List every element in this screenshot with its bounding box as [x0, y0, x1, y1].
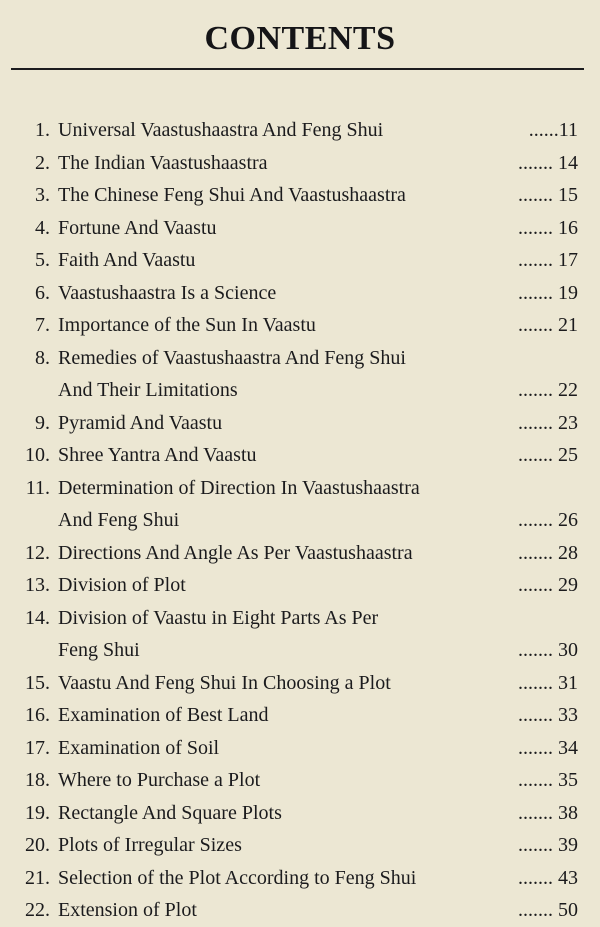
toc-entry-line	[0, 699, 600, 732]
entry-title: Extension of Plot	[58, 899, 197, 921]
toc-entry-line	[0, 472, 600, 505]
toc-entry	[0, 764, 600, 797]
entry-title: Fortune And Vaastu	[58, 216, 217, 239]
entry-number: 2.	[35, 151, 50, 174]
entry-number: 21.	[25, 866, 50, 889]
toc-entry	[0, 699, 600, 732]
toc-entry	[0, 309, 600, 342]
toc-entry-line	[0, 797, 600, 830]
toc-entry-line	[0, 667, 600, 700]
toc-entry-line	[0, 374, 600, 407]
entry-number: 18.	[25, 769, 50, 791]
toc-entry-line	[0, 114, 600, 147]
toc-entry	[0, 797, 600, 830]
entry-number: 11.	[25, 476, 50, 499]
toc-entry	[0, 179, 600, 212]
entry-title: Examination of Soil	[58, 736, 220, 759]
entry-title: Vaastushaastra Is a Science	[58, 281, 277, 304]
entry-page-number: ....... 19	[518, 281, 578, 304]
entry-page-number: ....... 14	[518, 151, 578, 174]
entry-title: Determination of Direction In Vaastushaastra	[58, 476, 420, 499]
toc-entry	[0, 439, 600, 472]
table-of-contents	[0, 114, 600, 927]
toc-entry-line	[0, 862, 600, 895]
toc-entry-line	[0, 732, 600, 765]
entry-page-number: ....... 33	[518, 704, 578, 726]
entry-page-number: ....... 22	[518, 379, 578, 401]
entry-page-number: ....... 43	[518, 866, 578, 889]
title-divider	[11, 68, 584, 70]
entry-number: 10.	[25, 444, 50, 466]
contents-title: CONTENTS	[204, 20, 396, 57]
entry-title: Examination of Best Land	[58, 704, 269, 726]
toc-entry-line	[0, 634, 600, 667]
toc-entry	[0, 472, 600, 537]
entry-page-number: ....... 25	[518, 444, 578, 466]
entry-number: 6.	[35, 281, 50, 304]
entry-number: 1.	[35, 119, 50, 141]
toc-entry	[0, 212, 600, 245]
toc-entry	[0, 407, 600, 440]
entry-title: Remedies of Vaastushaastra And Feng Shui	[58, 346, 406, 369]
entry-number: 16.	[25, 704, 50, 726]
toc-entry	[0, 244, 600, 277]
entry-page-number: ....... 16	[518, 216, 578, 239]
entry-page-number: ....... 29	[518, 574, 578, 596]
entry-title: Feng Shui	[58, 639, 140, 661]
entry-number: 4.	[35, 216, 50, 239]
entry-title: Plots of Irregular Sizes	[58, 834, 242, 856]
toc-entry-line	[0, 569, 600, 602]
entry-number: 14.	[25, 606, 50, 629]
toc-entry-line	[0, 147, 600, 180]
entry-number: 8.	[35, 346, 50, 369]
toc-entry	[0, 862, 600, 895]
entry-number: 13.	[25, 574, 50, 596]
entry-number: 20.	[25, 834, 50, 856]
entry-page-number: ....... 34	[518, 736, 578, 759]
toc-entry	[0, 829, 600, 862]
toc-entry	[0, 277, 600, 310]
toc-entry-line	[0, 179, 600, 212]
entry-page-number: ....... 15	[518, 184, 578, 206]
toc-entry	[0, 732, 600, 765]
entry-title: The Chinese Feng Shui And Vaastushaastra	[58, 184, 406, 206]
entry-number: 9.	[35, 411, 50, 434]
toc-entry-line	[0, 829, 600, 862]
entry-number: 15.	[25, 671, 50, 694]
entry-page-number: ....... 50	[518, 899, 578, 921]
entry-page-number: ....... 35	[518, 769, 578, 791]
entry-title: Faith And Vaastu	[58, 249, 196, 271]
toc-entry	[0, 667, 600, 700]
entry-number: 22.	[25, 899, 50, 921]
entry-title: Division of Plot	[58, 574, 186, 596]
entry-title: Selection of the Plot According to Feng Shui	[58, 866, 417, 889]
toc-entry	[0, 569, 600, 602]
entry-title: Universal Vaastushaastra And Feng Shui	[58, 119, 384, 141]
entry-page-number: ....... 21	[518, 314, 578, 336]
toc-entry-line	[0, 894, 600, 927]
entry-page-number: ....... 17	[518, 249, 578, 271]
entry-title: Shree Yantra And Vaastu	[58, 444, 257, 466]
toc-entry-line	[0, 602, 600, 635]
toc-entry	[0, 342, 600, 407]
entry-number: 5.	[35, 249, 50, 271]
entry-title: Pyramid And Vaastu	[58, 411, 223, 434]
entry-number: 19.	[25, 801, 50, 824]
toc-entry-line	[0, 342, 600, 375]
toc-entry-line	[0, 439, 600, 472]
entry-page-number: ....... 28	[518, 541, 578, 564]
entry-title: The Indian Vaastushaastra	[58, 151, 268, 174]
entry-number: 17.	[25, 736, 50, 759]
toc-entry	[0, 114, 600, 147]
toc-entry-line	[0, 244, 600, 277]
toc-entry-line	[0, 504, 600, 537]
entry-title: And Feng Shui	[58, 509, 180, 531]
entry-title: Vaastu And Feng Shui In Choosing a Plot	[58, 671, 391, 694]
toc-entry	[0, 602, 600, 667]
entry-title: Rectangle And Square Plots	[58, 801, 282, 824]
entry-title: Directions And Angle As Per Vaastushaastra	[58, 541, 413, 564]
entry-page-number: ......11	[528, 119, 578, 141]
entry-number: 12.	[25, 541, 50, 564]
toc-entry	[0, 147, 600, 180]
toc-entry-line	[0, 407, 600, 440]
toc-entry-line	[0, 764, 600, 797]
entry-title: Division of Vaastu in Eight Parts As Per	[58, 606, 379, 629]
toc-entry	[0, 894, 600, 927]
entry-page-number: ....... 26	[518, 509, 578, 531]
entry-number: 7.	[35, 314, 50, 336]
entry-page-number: ....... 31	[518, 671, 578, 694]
toc-entry	[0, 537, 600, 570]
toc-entry-line	[0, 212, 600, 245]
toc-entry-line	[0, 537, 600, 570]
entry-page-number: ....... 38	[518, 801, 578, 824]
entry-page-number: ....... 23	[518, 411, 578, 434]
entry-page-number: ....... 39	[518, 834, 578, 856]
entry-title: Importance of the Sun In Vaastu	[58, 314, 316, 336]
toc-entry-line	[0, 277, 600, 310]
entry-page-number: ....... 30	[518, 639, 578, 661]
toc-entry-line	[0, 309, 600, 342]
entry-number: 3.	[35, 184, 50, 206]
entry-title: Where to Purchase a Plot	[58, 769, 261, 791]
entry-title: And Their Limitations	[58, 379, 238, 401]
